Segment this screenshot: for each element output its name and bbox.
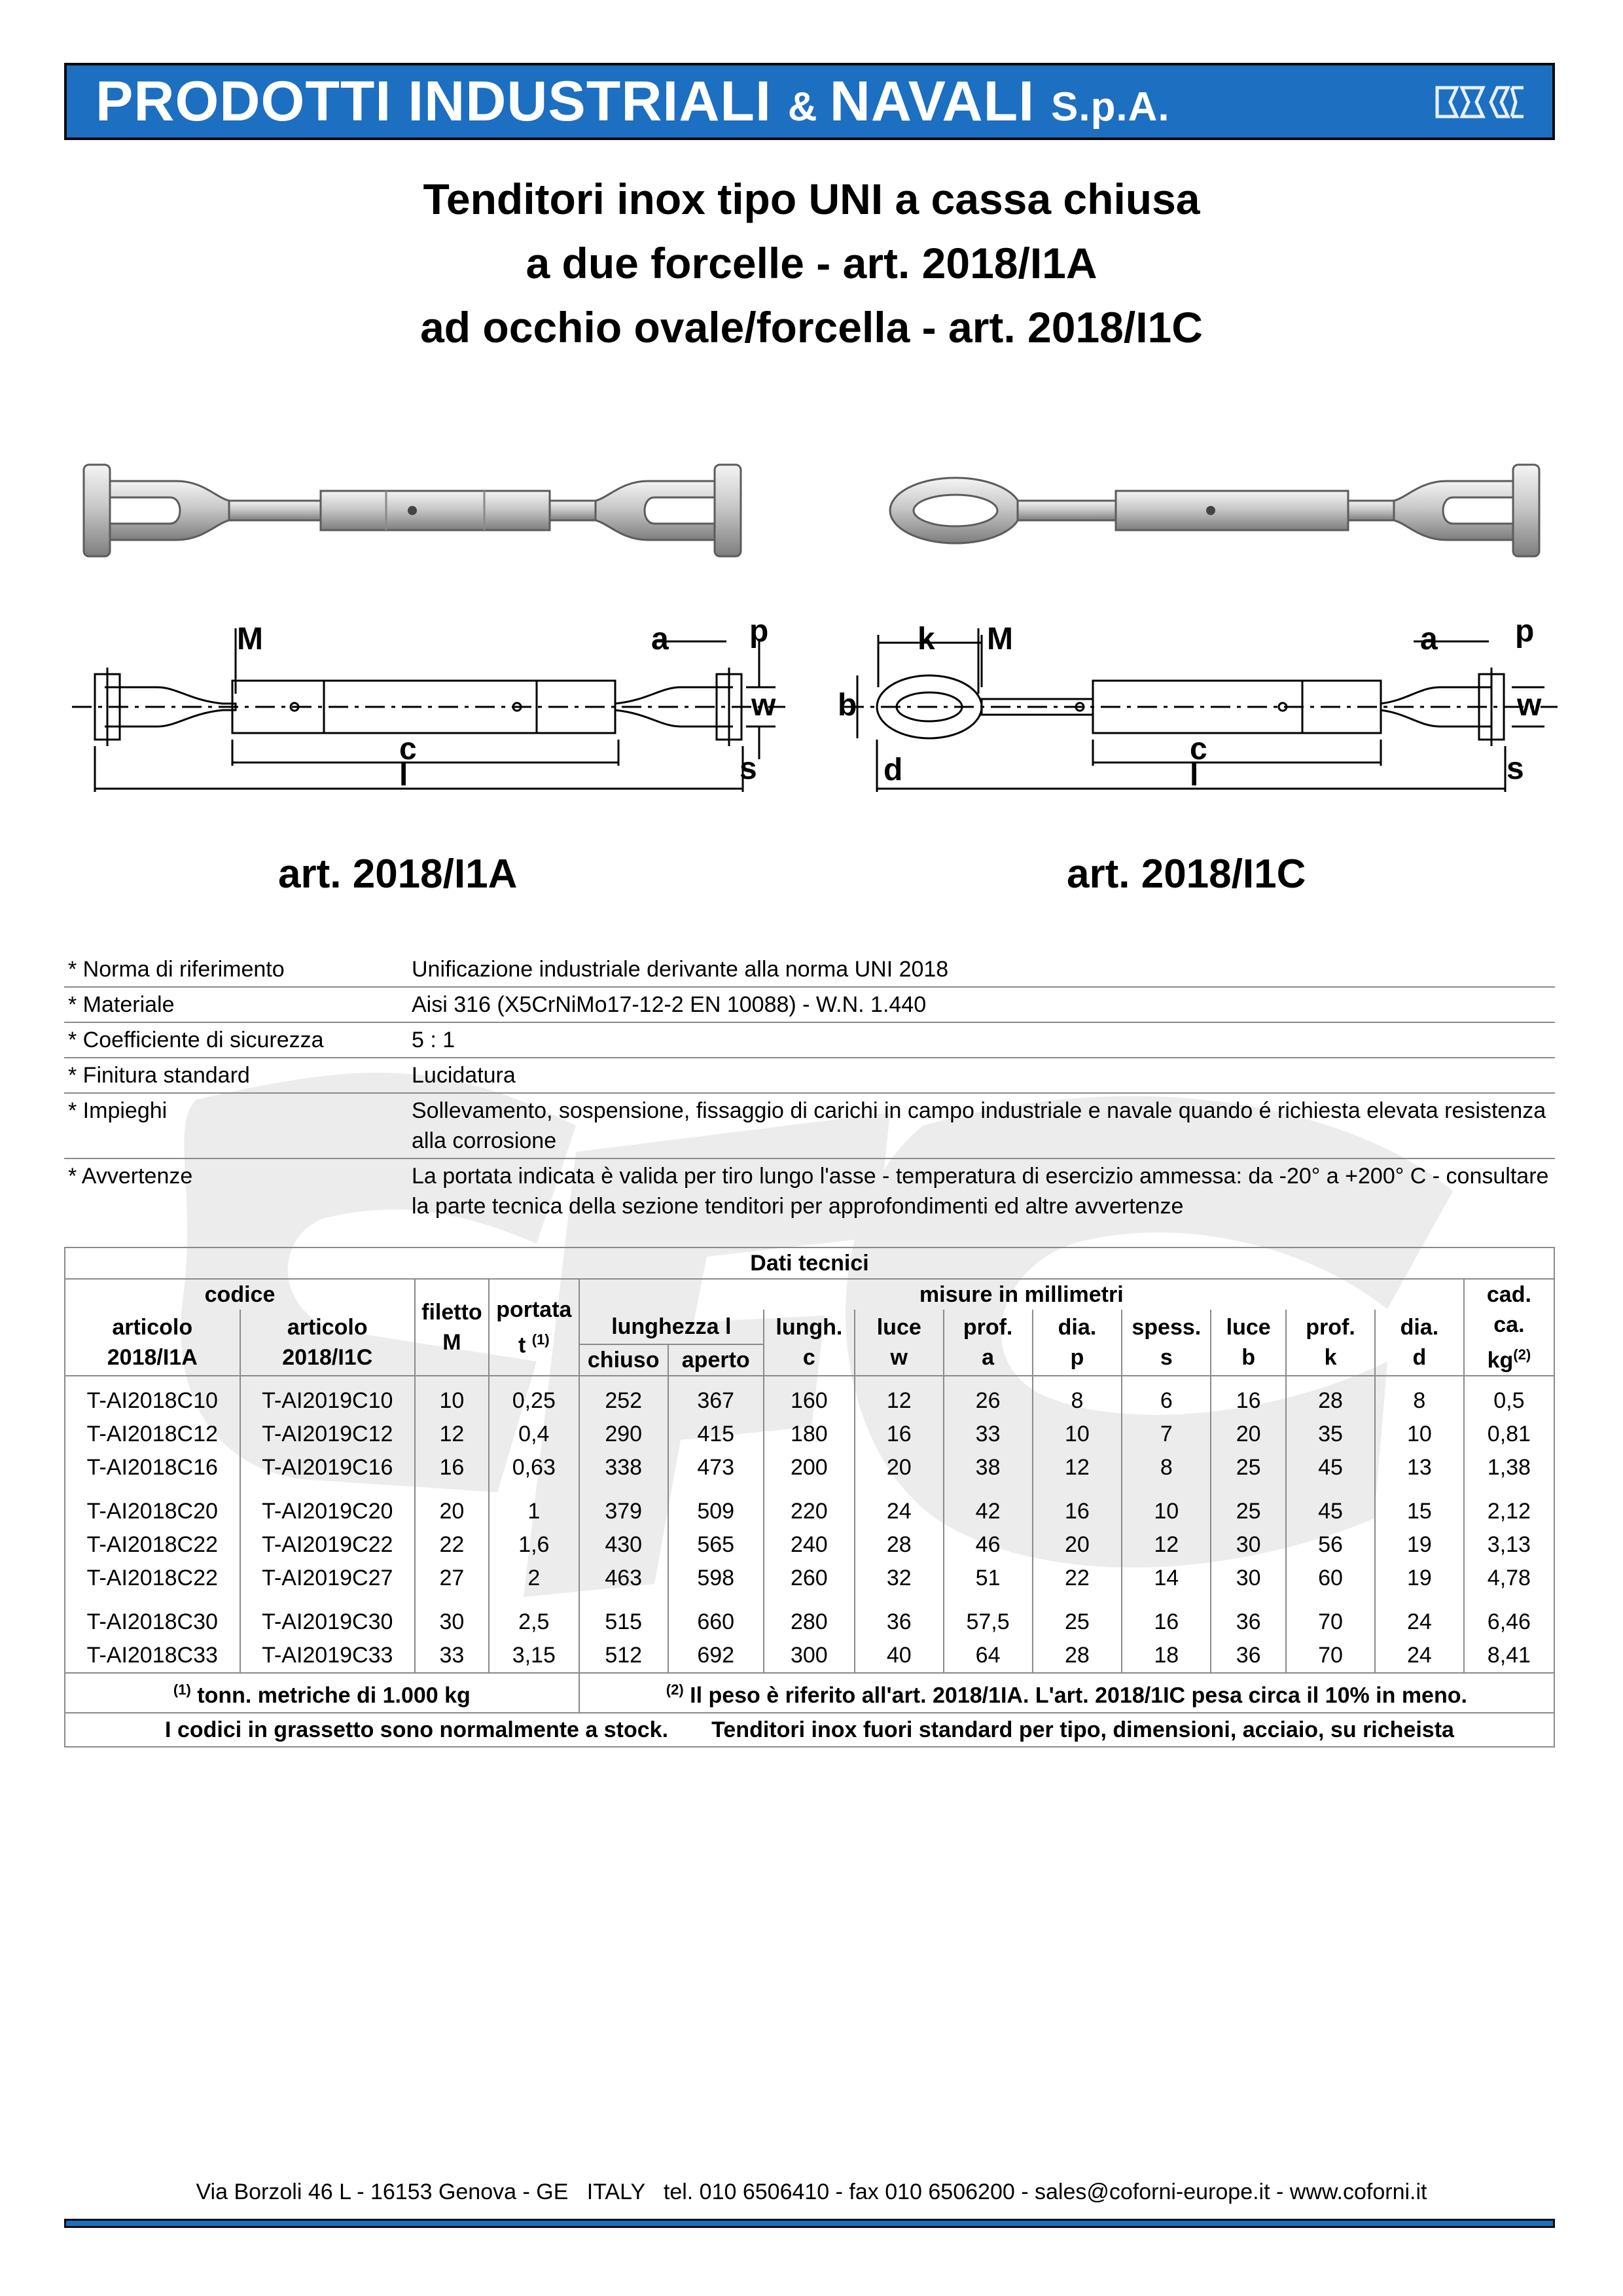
table-cell: 3,15 <box>489 1639 579 1673</box>
table-cell: 45 <box>1286 1484 1375 1528</box>
table-cell: 0,5 <box>1464 1376 1554 1418</box>
table-cell: 240 <box>764 1528 855 1562</box>
table-cell: 8,41 <box>1464 1639 1554 1673</box>
table-cell: 24 <box>855 1484 944 1528</box>
table-cell: 25 <box>1211 1484 1286 1528</box>
drawing-art-2018-I1C <box>838 609 1564 818</box>
table-row <box>65 1484 1554 1528</box>
header-kg: kg <box>1487 1348 1514 1373</box>
company-name <box>96 69 1170 134</box>
table-cell: 27 <box>415 1562 489 1595</box>
company-name-spa: S.p.A. <box>1050 84 1170 130</box>
table-cell: 6 <box>1122 1376 1211 1418</box>
dim-label-a: a <box>1420 622 1438 656</box>
table-cell: 260 <box>764 1562 855 1595</box>
caption-art-2018-I1C: art. 2018/I1C <box>1067 852 1306 897</box>
table-row <box>65 1639 1554 1673</box>
dim-label-s: s <box>1507 751 1524 786</box>
spec-value: Lucidatura <box>412 1063 516 1088</box>
spec-row <box>64 952 1555 988</box>
table-cell: T-AI2018C10 <box>65 1376 240 1418</box>
spec-label: * Norma di riferimento <box>68 957 285 982</box>
table-cell: 26 <box>944 1376 1033 1418</box>
table-cell: 4,78 <box>1464 1562 1554 1595</box>
table-cell: 14 <box>1122 1562 1211 1595</box>
table-title: Dati tecnici <box>65 1247 1554 1279</box>
table-cell: 42 <box>944 1484 1033 1528</box>
dim-label-d: d <box>883 753 903 787</box>
table-cell: 18 <box>1122 1639 1211 1673</box>
table-cell: T-AI2018C22 <box>65 1528 240 1562</box>
table-cell: 35 <box>1286 1418 1375 1451</box>
table-cell: 180 <box>764 1418 855 1451</box>
table-body <box>65 1376 1554 1673</box>
table-cell: 30 <box>1211 1562 1286 1595</box>
table-cell: T-AI2019C33 <box>240 1639 416 1673</box>
header-articolo-1-label: articolo <box>112 1315 193 1340</box>
dim-label-w: w <box>1517 688 1542 723</box>
footnote-1-text: tonn. metriche di 1.000 kg <box>190 1683 471 1708</box>
table-cell: 1,38 <box>1464 1451 1554 1484</box>
table-cell: 60 <box>1286 1562 1375 1595</box>
table-cell: 30 <box>1211 1528 1286 1562</box>
table-cell: 13 <box>1375 1451 1464 1484</box>
table-cell: 22 <box>1033 1562 1122 1595</box>
dim-label-a: a <box>651 622 669 656</box>
table-cell: 33 <box>944 1418 1033 1451</box>
header-articolo-2-label: articolo <box>287 1315 368 1340</box>
table-cell: T-AI2019C16 <box>240 1451 416 1484</box>
table-cell: 10 <box>415 1376 489 1418</box>
table-cell: T-AI2018C16 <box>65 1451 240 1484</box>
spec-value: 5 : 1 <box>412 1028 455 1052</box>
table-cell: 16 <box>1122 1595 1211 1639</box>
table-cell: 57,5 <box>944 1595 1033 1639</box>
spec-value: La portata indicata è valida per tiro lungo l'asse - temperatura di esercizio ammessa: da -20° a +200° C - consultare la parte tecnica della sezione tenditori per approfondimenti ed altre avvertenze <box>412 1164 1549 1219</box>
table-cell: 19 <box>1375 1562 1464 1595</box>
table-cell: 33 <box>415 1639 489 1673</box>
title-line-3: ad occhio ovale/forcella - art. 2018/I1C <box>420 303 1203 351</box>
table-cell: 160 <box>764 1376 855 1418</box>
table-cell: T-AI2019C27 <box>240 1562 416 1595</box>
custom-note: Tenditori inox fuori standard per tipo, dimensioni, acciaio, su richeista <box>711 1717 1454 1742</box>
header-spess-label: spess. <box>1132 1315 1202 1340</box>
table-cell: 36 <box>855 1595 944 1639</box>
table-cell: 30 <box>415 1595 489 1639</box>
photo-turnbuckle-eye-fork <box>883 452 1544 569</box>
table-cell: 220 <box>764 1484 855 1528</box>
table-cell: T-AI2018C30 <box>65 1595 240 1639</box>
table-cell: 28 <box>1033 1639 1122 1673</box>
table-cell: 70 <box>1286 1595 1375 1639</box>
table-cell: 415 <box>668 1418 764 1451</box>
table-cell: 1,6 <box>489 1528 579 1562</box>
table-cell: 36 <box>1211 1595 1286 1639</box>
table-cell: T-AI2019C10 <box>240 1376 416 1418</box>
header-dia-d <box>1375 1310 1464 1376</box>
table-cell: 512 <box>579 1639 668 1673</box>
table-cell: 0,81 <box>1464 1418 1554 1451</box>
table-cell: 24 <box>1375 1639 1464 1673</box>
table-cell: T-AI2018C33 <box>65 1639 240 1673</box>
footer-bar <box>64 2219 1555 2228</box>
header-spess-symbol: s <box>1160 1345 1173 1371</box>
table-cell: 7 <box>1122 1418 1211 1451</box>
table-cell: T-AI2019C20 <box>240 1484 416 1528</box>
spec-row <box>64 1058 1555 1094</box>
header-weight <box>1464 1279 1554 1376</box>
company-name-navali: NAVALI <box>829 69 1051 133</box>
dim-label-w: w <box>751 688 776 723</box>
header-misure: misure in millimetri <box>579 1279 1464 1310</box>
table-cell: 16 <box>1033 1484 1122 1528</box>
table-cell: 509 <box>668 1484 764 1528</box>
table-cell: 32 <box>855 1562 944 1595</box>
dim-label-l: l <box>399 758 408 793</box>
spec-row <box>64 988 1555 1023</box>
table-cell: T-AI2018C22 <box>65 1562 240 1595</box>
table-cell: 300 <box>764 1639 855 1673</box>
table-cell: 12 <box>1122 1528 1211 1562</box>
table-row <box>65 1451 1554 1484</box>
footnote-2-marker: (2) <box>666 1681 684 1698</box>
header-prof2-symbol: k <box>1324 1345 1337 1371</box>
spec-label: * Impieghi <box>68 1098 168 1123</box>
spec-row <box>64 1159 1555 1223</box>
table-cell: 598 <box>668 1562 764 1595</box>
table-cell: 0,4 <box>489 1418 579 1451</box>
table-cell: 19 <box>1375 1528 1464 1562</box>
header-articolo-2-code: 2018/I1C <box>282 1345 373 1371</box>
table-cell: 10 <box>1375 1418 1464 1451</box>
header-prof-symbol: a <box>982 1345 995 1371</box>
table-cell: 0,63 <box>489 1451 579 1484</box>
header-cad: cad. <box>1486 1282 1531 1307</box>
header-lungh-symbol: c <box>802 1345 815 1371</box>
spec-value: Aisi 316 (X5CrNiMo17-12-2 EN 10088) - W.N. 1.440 <box>412 992 927 1017</box>
header-luce-label: luce <box>876 1315 921 1340</box>
table-cell: 20 <box>855 1451 944 1484</box>
dim-label-c: c <box>1190 732 1207 766</box>
header-prof-label: prof. <box>963 1315 1013 1340</box>
header-lunghezza: lunghezza l <box>579 1310 764 1344</box>
table-cell: 46 <box>944 1528 1033 1562</box>
table-cell: 64 <box>944 1639 1033 1673</box>
table-row <box>65 1528 1554 1562</box>
dim-label-c: c <box>399 732 417 766</box>
table-cell: T-AI2019C12 <box>240 1418 416 1451</box>
table-cell: 430 <box>579 1528 668 1562</box>
header-dia2-symbol: d <box>1412 1345 1427 1371</box>
photo-turnbuckle-fork-fork <box>79 452 746 569</box>
table-cell: 20 <box>415 1484 489 1528</box>
dim-label-p: p <box>1515 614 1535 649</box>
dim-label-s: s <box>740 751 757 786</box>
table-cell: 20 <box>1211 1418 1286 1451</box>
header-lungh-c <box>764 1310 855 1376</box>
table-cell: T-AI2019C30 <box>240 1595 416 1639</box>
header-filetto-unit: M <box>442 1330 461 1355</box>
table-cell: 660 <box>668 1595 764 1639</box>
header-articolo-1 <box>65 1310 240 1376</box>
table-cell: 200 <box>764 1451 855 1484</box>
spec-label: * Avvertenze <box>68 1164 193 1189</box>
company-logo-icon <box>1431 80 1529 124</box>
table-cell: 28 <box>1286 1376 1375 1418</box>
header-kg-note: (2) <box>1513 1346 1531 1363</box>
table-cell: 45 <box>1286 1451 1375 1484</box>
table-cell: T-AI2018C20 <box>65 1484 240 1528</box>
table-cell: 367 <box>668 1376 764 1418</box>
stock-note: I codici in grassetto sono normalmente a stock. <box>165 1717 669 1742</box>
spec-label: * Materiale <box>68 992 175 1017</box>
spec-row <box>64 1094 1555 1159</box>
table-cell: 70 <box>1286 1639 1375 1673</box>
spec-row <box>64 1023 1555 1058</box>
header-chiuso: chiuso <box>579 1344 668 1376</box>
header-dia-symbol: p <box>1070 1345 1084 1371</box>
header-portata-note: (1) <box>531 1331 550 1348</box>
table-cell: 2,12 <box>1464 1484 1554 1528</box>
header-portata <box>489 1279 579 1376</box>
header-portata-unit: t <box>518 1333 526 1358</box>
header-aperto: aperto <box>668 1344 764 1376</box>
caption-art-2018-I1A: art. 2018/I1A <box>278 852 518 897</box>
table-cell: 20 <box>1033 1528 1122 1562</box>
table-cell: 10 <box>1122 1484 1211 1528</box>
header-dia-p <box>1033 1310 1122 1376</box>
title-line-1: Tenditori inox tipo UNI a cassa chiusa <box>423 175 1200 223</box>
table-cell: 12 <box>1033 1451 1122 1484</box>
spec-value: Sollevamento, sospensione, fissaggio di carichi in campo industriale e navale quando é richiesta elevata resistenza alla corrosione <box>412 1098 1546 1153</box>
title-line-2: a due forcelle - art. 2018/I1A <box>526 239 1097 287</box>
dim-label-k: k <box>918 622 935 656</box>
dim-label-M: M <box>237 622 263 656</box>
table-row <box>65 1595 1554 1639</box>
table-cell: 515 <box>579 1595 668 1639</box>
header-bar <box>64 63 1555 140</box>
table-cell: 3,13 <box>1464 1528 1554 1562</box>
table-cell: 0,25 <box>489 1376 579 1418</box>
company-name-amp: & <box>787 84 830 130</box>
table-cell: 25 <box>1033 1595 1122 1639</box>
table-cell: 1 <box>489 1484 579 1528</box>
table-cell: 16 <box>855 1418 944 1451</box>
table-cell: 40 <box>855 1639 944 1673</box>
table-cell: 24 <box>1375 1595 1464 1639</box>
table-cell: T-AI2018C12 <box>65 1418 240 1451</box>
header-dia2-label: dia. <box>1400 1315 1439 1340</box>
table-cell: 12 <box>415 1418 489 1451</box>
header-prof2-label: prof. <box>1306 1315 1355 1340</box>
header-articolo-2 <box>240 1310 416 1376</box>
header-prof-a <box>944 1310 1033 1376</box>
header-luce-b <box>1211 1310 1286 1376</box>
header-lungh-label: lungh. <box>776 1315 843 1340</box>
footnote-1-marker: (1) <box>173 1681 191 1698</box>
table-cell: 565 <box>668 1528 764 1562</box>
table-cell: 463 <box>579 1562 668 1595</box>
dim-label-p: p <box>749 614 769 649</box>
spec-value: Unificazione industriale derivante alla norma UNI 2018 <box>412 957 949 982</box>
table-cell: 692 <box>668 1639 764 1673</box>
header-spess-s <box>1122 1310 1211 1376</box>
header-dia-label: dia. <box>1058 1315 1097 1340</box>
table-cell: 15 <box>1375 1484 1464 1528</box>
table-row <box>65 1376 1554 1418</box>
table-row <box>65 1418 1554 1451</box>
footnote-2 <box>579 1673 1554 1712</box>
table-cell: 16 <box>415 1451 489 1484</box>
table-cell: T-AI2019C22 <box>240 1528 416 1562</box>
spec-list <box>64 952 1555 1223</box>
drawing-art-2018-I1A <box>65 609 792 818</box>
table-cell: 22 <box>415 1528 489 1562</box>
table-cell: 25 <box>1211 1451 1286 1484</box>
table-cell: 8 <box>1033 1376 1122 1418</box>
table-cell: 12 <box>855 1376 944 1418</box>
header-articolo-1-code: 2018/I1A <box>107 1345 198 1371</box>
table-cell: 290 <box>579 1418 668 1451</box>
table-cell: 56 <box>1286 1528 1375 1562</box>
table-cell: 8 <box>1122 1451 1211 1484</box>
product-titles <box>0 167 1623 359</box>
dim-label-b: b <box>838 688 857 723</box>
table-cell: 473 <box>668 1451 764 1484</box>
footnote-1 <box>65 1673 579 1712</box>
header-filetto-label: filetto <box>421 1300 482 1325</box>
spec-label: * Coefficiente di sicurezza <box>68 1028 324 1052</box>
table-cell: 16 <box>1211 1376 1286 1418</box>
table-cell: 379 <box>579 1484 668 1528</box>
footnote-2-text: Il peso è riferito all'art. 2018/1IA. L'art. 2018/1IC pesa circa il 10% in meno. <box>683 1683 1467 1708</box>
footer-address: Via Borzoli 46 L - 16153 Genova - GE ITALY tel. 010 6506410 - fax 010 6506200 - sales@coforni-europe.it - www.coforni.it <box>196 2179 1427 2204</box>
header-luce-symbol: w <box>890 1345 908 1371</box>
header-luce2-label: luce <box>1226 1315 1271 1340</box>
stock-note-cell <box>65 1713 1554 1747</box>
table-cell: 8 <box>1375 1376 1464 1418</box>
table-cell: 36 <box>1211 1639 1286 1673</box>
table-cell: 280 <box>764 1595 855 1639</box>
table-cell: 38 <box>944 1451 1033 1484</box>
table-row <box>65 1562 1554 1595</box>
table-cell: 6,46 <box>1464 1595 1554 1639</box>
table-cell: 51 <box>944 1562 1033 1595</box>
table-cell: 2 <box>489 1562 579 1595</box>
spec-label: * Finitura standard <box>68 1063 250 1088</box>
header-luce2-symbol: b <box>1241 1345 1256 1371</box>
table-cell: 2,5 <box>489 1595 579 1639</box>
header-filetto <box>415 1279 489 1376</box>
table-cell: 252 <box>579 1376 668 1418</box>
table-cell: 338 <box>579 1451 668 1484</box>
table-cell: 10 <box>1033 1418 1122 1451</box>
technical-data-table <box>64 1247 1555 1748</box>
header-ca: ca. <box>1493 1312 1525 1337</box>
header-portata-label: portata <box>496 1297 572 1322</box>
header-luce-w <box>855 1310 944 1376</box>
dim-label-M: M <box>987 622 1013 656</box>
company-name-main: PRODOTTI INDUSTRIALI <box>96 69 788 133</box>
dim-label-l: l <box>1190 758 1199 793</box>
table-cell: 28 <box>855 1528 944 1562</box>
header-prof-k <box>1286 1310 1375 1376</box>
header-codice: codice <box>65 1279 415 1310</box>
